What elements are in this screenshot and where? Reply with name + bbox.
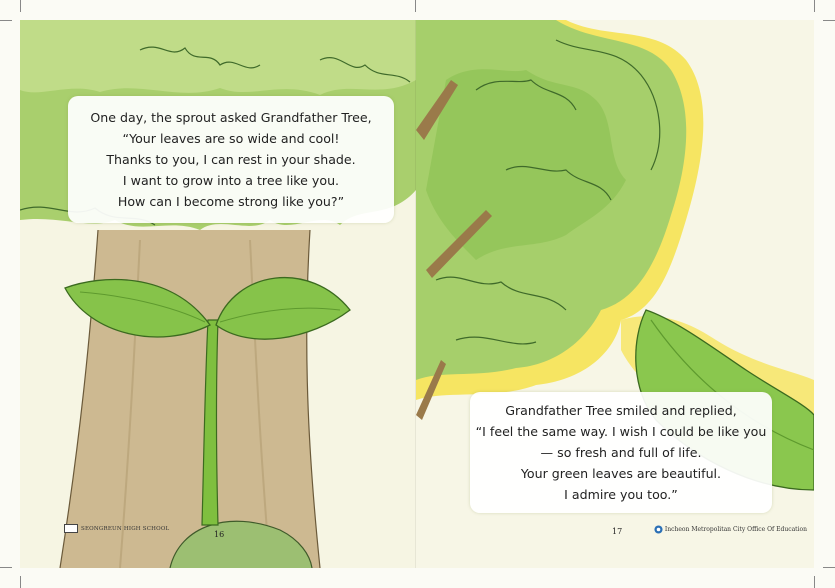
footer-office — [654, 525, 807, 534]
crop-mark — [20, 0, 21, 12]
footer-school — [64, 524, 169, 533]
page-number-right: 17 — [612, 527, 623, 536]
dialogue-line: I want to grow into a tree like you. — [122, 173, 340, 188]
crop-mark — [823, 567, 835, 568]
crop-mark — [814, 576, 815, 588]
dialogue-line: Your green leaves are beautiful. — [520, 466, 722, 481]
dialogue-line: — so fresh and full of life. — [540, 445, 702, 460]
dialogue-line: Grandfather Tree smiled and replied, — [505, 403, 737, 418]
crop-mark — [0, 567, 12, 568]
left-page — [20, 20, 416, 568]
crop-mark — [823, 20, 835, 21]
dialogue-line: “Your leaves are so wide and cool! — [122, 131, 340, 146]
dialogue-box-right — [470, 392, 772, 513]
crop-mark — [415, 0, 416, 12]
page-number-left: 16 — [214, 530, 225, 539]
dialogue-line: How can I become strong like you?” — [117, 194, 345, 209]
office-name: Incheon Metropolitan City Office Of Education — [664, 526, 807, 533]
dialogue-line: One day, the sprout asked Grandfather Tree, — [90, 110, 372, 125]
crop-mark — [814, 0, 815, 12]
school-name: SEONGREUN HIGH SCHOOL — [81, 526, 170, 532]
dialogue-line: I admire you too.” — [564, 487, 678, 502]
dialogue-line: “I feel the same way. I wish I could be like you — [475, 424, 767, 439]
dialogue-line: Thanks to you, I can rest in your shade. — [106, 152, 356, 167]
crop-mark — [0, 20, 12, 21]
crop-mark — [20, 576, 21, 588]
school-badge-icon — [64, 524, 78, 533]
office-logo-icon — [654, 525, 663, 534]
page-gutter — [415, 20, 416, 568]
dialogue-box-left — [68, 96, 394, 223]
right-page — [416, 20, 814, 568]
